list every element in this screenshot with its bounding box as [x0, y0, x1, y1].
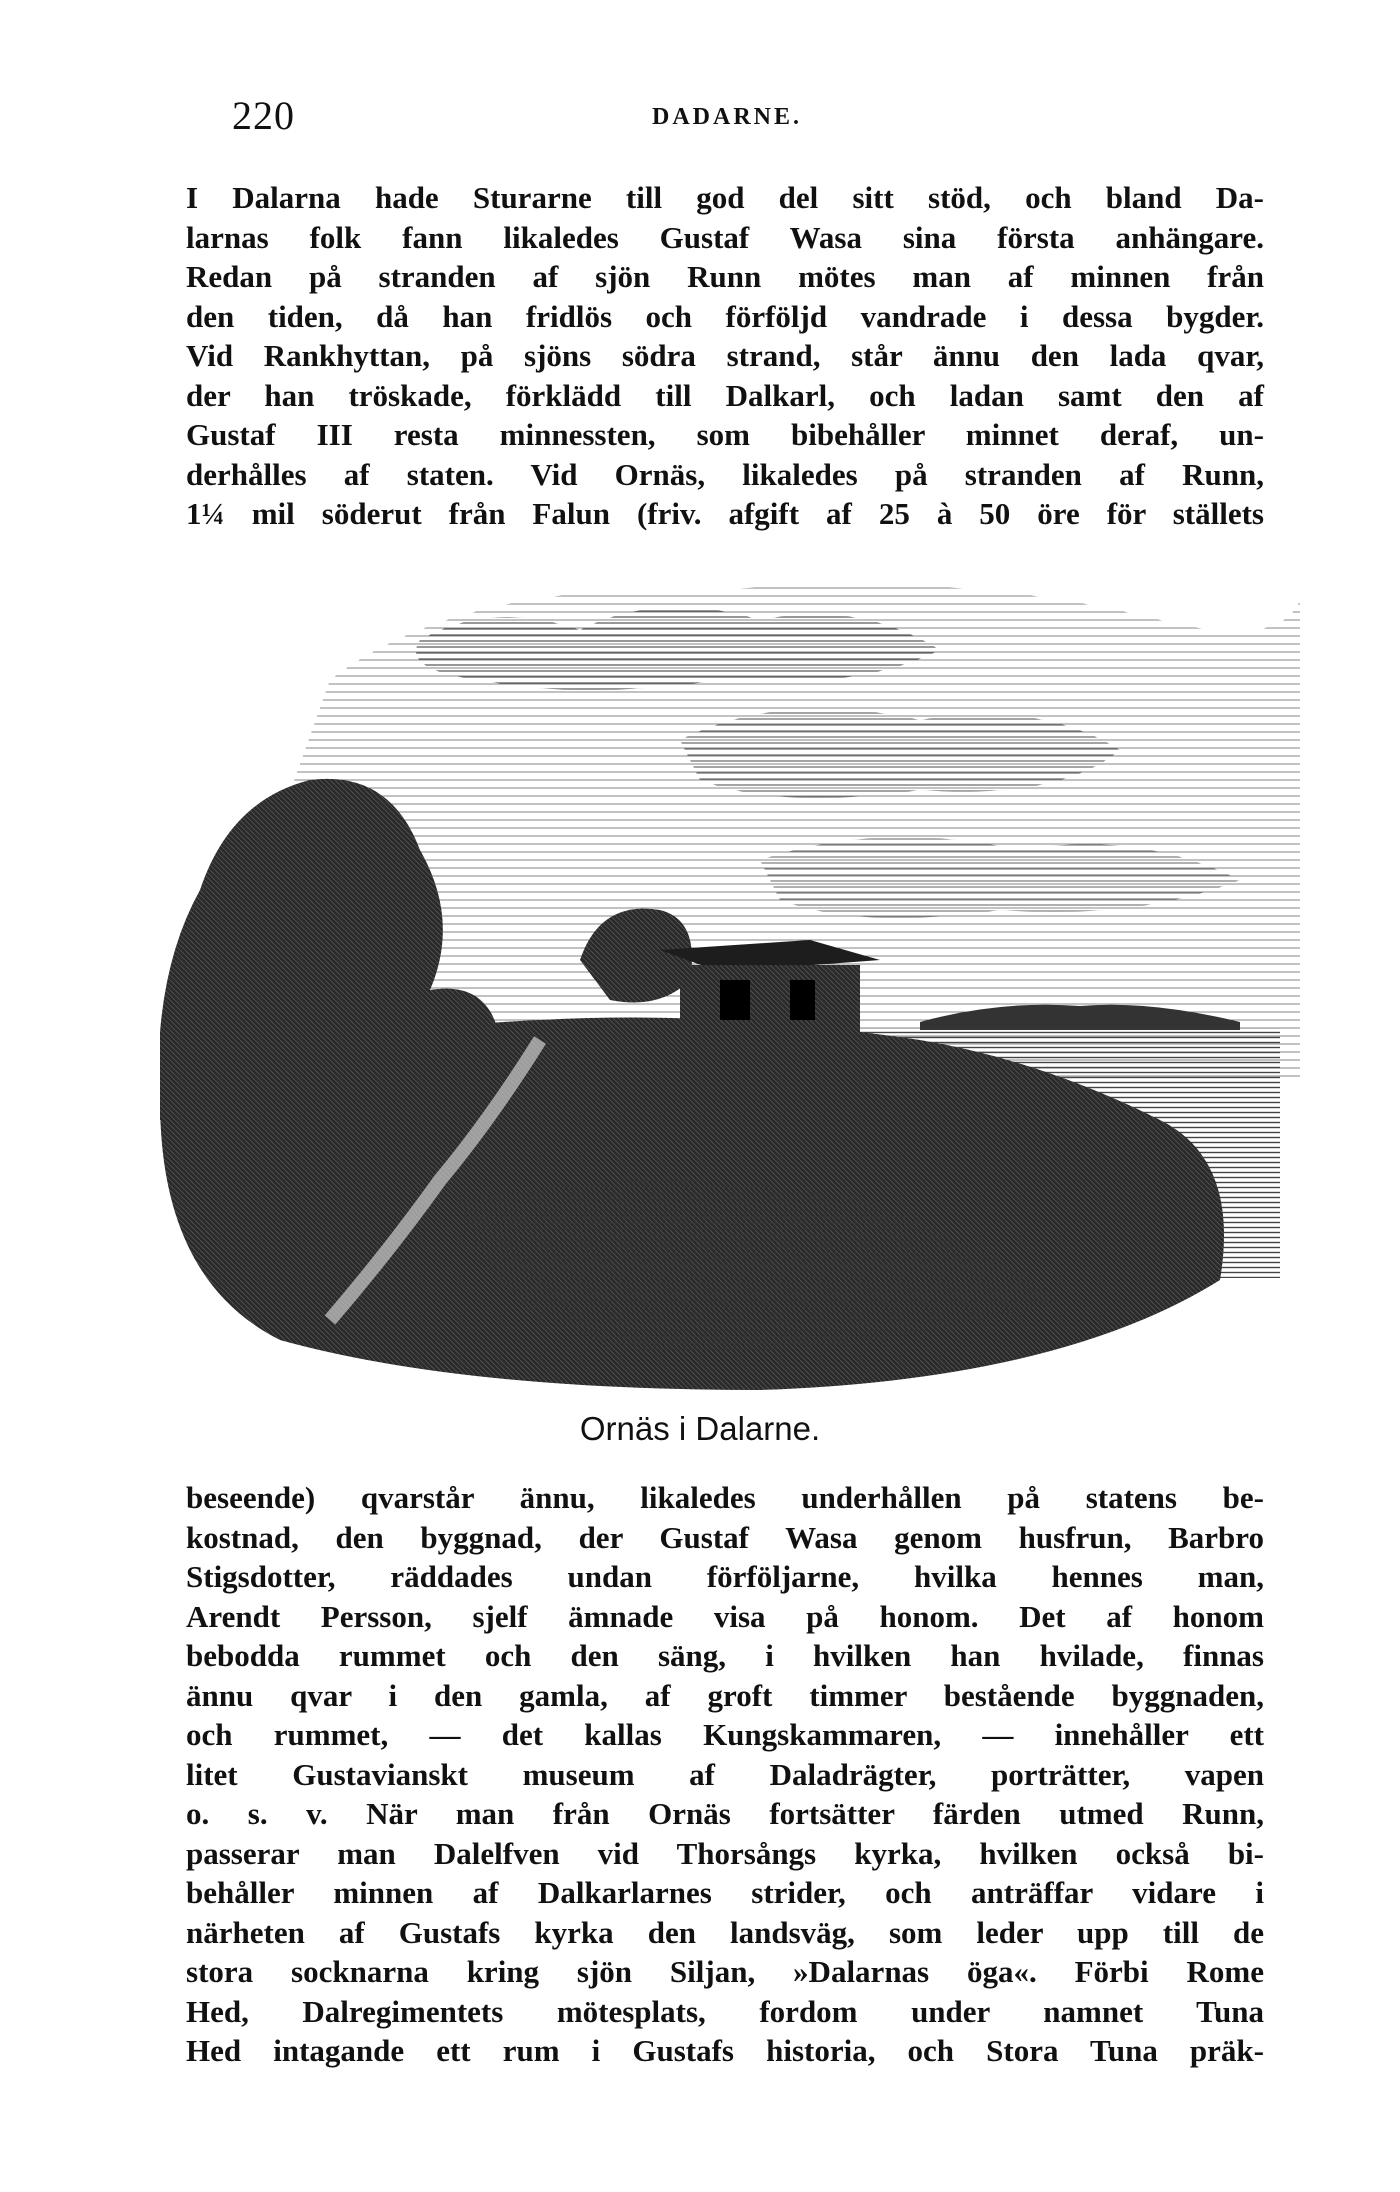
- text-line: passerar man Dalelfven vid Thorsångs kyrka, hvilken också bi-: [186, 1835, 1264, 1871]
- text-line: och rummet, — det kallas Kungskammaren, — innehåller ett: [186, 1717, 1264, 1752]
- text-line: o. s. v. När man från Ornäs fortsätter färden utmed Runn,: [186, 1796, 1264, 1831]
- text-line: der han tröskade, förklädd till Dalkarl, och ladan samt den af: [186, 377, 1264, 413]
- text-line: Vid Rankhyttan, på sjöns södra strand, står ännu den lada qvar,: [186, 338, 1264, 373]
- text-line: stora socknarna kring sjön Siljan, »Dalarnas öga«. Förbi Rome: [186, 1954, 1264, 1989]
- text-line: bebodda rummet och den säng, i hvilken han hvilade, finnas: [186, 1638, 1264, 1673]
- text-line: den tiden, då han fridlös och förföljd vandrade i dessa bygder.: [186, 298, 1264, 334]
- text-line: derhålles af staten. Vid Ornäs, likaledes på stranden af Runn,: [186, 456, 1264, 492]
- paragraph-top: [186, 178, 1264, 534]
- text-line: beseende) qvarstår ännu, likaledes underhållen på statens be-: [186, 1480, 1264, 1515]
- text-line: litet Gustavianskt museum af Daladrägter, porträtter, vapen: [186, 1756, 1264, 1792]
- text-line: behåller minnen af Dalkarlarnes strider, och anträffar vidare i: [186, 1875, 1264, 1910]
- text-line: närheten af Gustafs kyrka den landsväg, som leder upp till de: [186, 1914, 1264, 1950]
- text-line: Hed intagande ett rum i Gustafs historia, och Stora Tuna präk-: [186, 2033, 1264, 2068]
- text-line: Stigsdotter, räddades undan förföljarne, hvilka hennes man,: [186, 1559, 1264, 1594]
- text-line: larnas folk fann likaledes Gustaf Wasa sina första anhängare.: [186, 219, 1264, 255]
- text-line: kostnad, den byggnad, der Gustaf Wasa genom husfrun, Barbro: [186, 1519, 1264, 1555]
- text-line: Gustaf III resta minnessten, som bibehåller minnet deraf, un-: [186, 417, 1264, 452]
- text-line: ännu qvar i den gamla, af groft timmer bestående byggnaden,: [186, 1677, 1264, 1713]
- paragraph-bottom: [186, 1478, 1264, 2071]
- text-line: Redan på stranden af sjön Runn mötes man af minnen från: [186, 259, 1264, 294]
- page-number: 220: [232, 93, 295, 138]
- engraving-illustration: [160, 560, 1300, 1390]
- running-head: DADARNE.: [652, 104, 802, 130]
- illustration-caption: Ornäs i Dalarne.: [579, 1410, 821, 1447]
- text-line: Hed, Dalregimentets mötesplats, fordom under namnet Tuna: [186, 1993, 1264, 2029]
- text-line: I Dalarna hade Sturarne till god del sitt stöd, och bland Da-: [186, 180, 1264, 215]
- page-header: [232, 92, 1262, 142]
- text-line: Arendt Persson, sjelf ämnade visa på honom. Det af honom: [186, 1598, 1264, 1634]
- text-line: 1¼ mil söderut från Falun (friv. afgift af 25 à 50 öre för ställets: [186, 496, 1264, 531]
